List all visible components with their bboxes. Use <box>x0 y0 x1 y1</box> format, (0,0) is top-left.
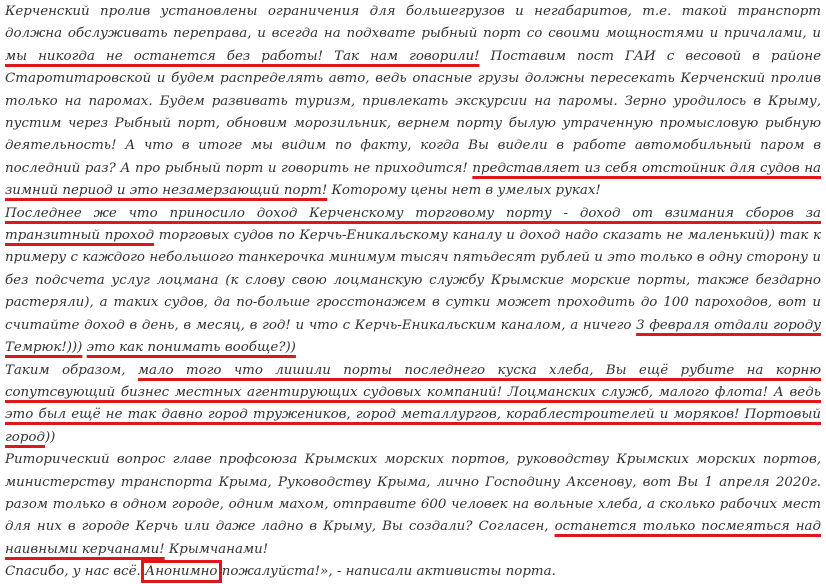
text-run: )) <box>44 429 56 445</box>
highlighted-phrase: Последнее же что приносило доход Керченскому торговому порту - доход от взимания сборов за транзитный проход <box>5 205 821 244</box>
text-run: Риторический вопрос главе профсоюза Крымских морских портов, руководству Крымских морских портов, министерству транспорта Крыма, Руководству Крыма, лично Господину Аксенову, вот Вы 1 апреля 2020г. разом только в одном городе, одним махом, отправите 600 человек на вольные хлеба, а сколько рабочих мест для них в городе Керчь или даже ладно в Крыму, Вы создали? Согласен, <box>5 452 821 535</box>
text-run: Керченский пролив установлены ограничения для большегрузов и негабаритов, т.е. такой транспорт должна обслуживать переправа, и всегда на подхвате рыбный порт со своими мощностями и причалами, и <box>5 4 821 42</box>
highlighted-phrase: это как понимать вообще?)) <box>86 340 296 356</box>
text-run: Крымчанами! <box>164 541 269 557</box>
text-run: Которому цены нет в умелых руках! <box>327 183 601 199</box>
article-page <box>5 0 822 580</box>
highlighted-phrase: останется только посмеяться над наивными керчанами! <box>5 519 821 557</box>
highlighted-phrase: мало того что лишили порты последнего куска хлеба, Вы ещё рубите на корню сопутсвующий бизнес местных агентирующих судовых компаний! Лоцманских служб, малого флота! А ведь это был ещё не так давно город тружеников, город металлургов, кораблестроителей и моряков! Портовый город <box>5 362 822 445</box>
text-run: пожалуйста!», - написали активисты порта. <box>217 564 556 580</box>
boxed-word: Анонимно <box>145 564 218 580</box>
highlighted-phrase: 3 февраля отдали городу Темрюк!))) <box>5 317 821 356</box>
paragraph <box>5 449 821 561</box>
text-run: Таким образом, <box>5 362 138 378</box>
paragraph <box>5 561 821 583</box>
text-run: торговых судов по Керчь-Еникальскому каналу и доход надо сказать не маленький)) так к примеру с каждого небольшого танкерочка минимум тысяч пятьдесят рублей и это только в одну сторону и без подсчета услуг лоцмана (к слову свою лоцманскую службу Крымские морские порты, также бездарно растеряли), а таких судов, да по-больше гросстонажем в сутки может проходить до 100 пароходов, вот и считайте доход в день, в месяц, в год! и что с Керчь-Еникальским каналом, а ничего <box>5 228 821 333</box>
article-text <box>5 0 821 584</box>
text-run: Спасибо, у нас всё. <box>5 564 146 580</box>
text-run: Поставим пост ГАИ с весовой в районе Старотитаровской и будем распределять авто, ведь опасные грузы должны пересекать Керченский пролив только на паромах. Будем развивать туризм, привлекать экскурсии на паромы. Зерно уродилось в Крыму, пустим через Рыбный порт, обновим морозильник, вернем порту былую утраченную промысловую рыбную деятельность! А что в итоге мы видим по факту, когда Вы видели в работе автомобильный паром в последний раз? А про рыбный порт и говорить не приходится! <box>5 48 821 176</box>
paragraph <box>5 203 821 360</box>
paragraph <box>5 1 821 203</box>
highlighted-phrase: представляет из себя отстойник для судов на зимний период и это незамерзающий порт! <box>5 160 821 199</box>
highlighted-phrase: мы никогда не останется без работы! Так нам говорили! <box>5 48 480 64</box>
paragraph <box>5 360 821 450</box>
